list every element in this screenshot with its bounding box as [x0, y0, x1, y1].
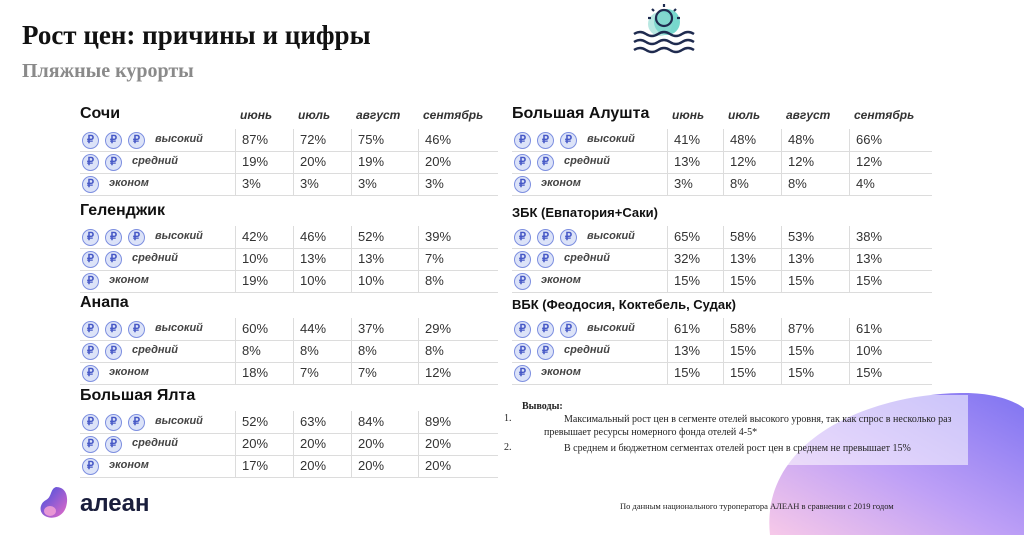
column-divider — [351, 318, 352, 340]
ruble-icon: ₽ — [82, 154, 99, 171]
month-header: июль — [728, 108, 761, 122]
percent-value: 58% — [730, 229, 757, 244]
ruble-icon: ₽ — [82, 414, 99, 431]
column-divider — [351, 226, 352, 248]
ruble-icon: ₽ — [82, 176, 99, 193]
left-resorts-table — [80, 105, 498, 478]
percent-value: 19% — [242, 154, 269, 169]
percent-value: 13% — [300, 251, 327, 266]
table-row — [512, 173, 932, 196]
ruble-icon: ₽ — [537, 154, 554, 171]
segment-label: высокий — [155, 415, 203, 427]
column-divider — [667, 362, 668, 384]
percent-value: 15% — [730, 365, 757, 380]
percent-value: 48% — [788, 132, 815, 147]
percent-value: 18% — [242, 365, 269, 380]
percent-value: 17% — [242, 458, 269, 473]
segment-label: высокий — [587, 322, 635, 334]
column-divider — [723, 226, 724, 248]
segment-label: средний — [132, 344, 178, 356]
table-row — [80, 270, 498, 293]
table-row — [512, 226, 932, 249]
percent-value: 3% — [358, 176, 377, 191]
percent-value: 13% — [674, 154, 701, 169]
segment-label: средний — [132, 155, 178, 167]
percent-value: 87% — [242, 132, 269, 147]
ruble-icon: ₽ — [514, 132, 531, 149]
ruble-icon: ₽ — [560, 321, 577, 338]
table-row — [80, 129, 498, 152]
ruble-icon: ₽ — [105, 436, 122, 453]
page-subtitle: Пляжные курорты — [22, 60, 194, 82]
column-divider — [418, 270, 419, 292]
column-divider — [293, 151, 294, 173]
column-divider — [235, 362, 236, 384]
column-divider — [849, 129, 850, 151]
brand-name: алеан — [80, 490, 150, 517]
column-divider — [849, 248, 850, 270]
column-divider — [781, 151, 782, 173]
column-divider — [723, 173, 724, 195]
column-divider — [293, 248, 294, 270]
column-divider — [667, 151, 668, 173]
percent-value: 42% — [242, 229, 269, 244]
column-divider — [418, 226, 419, 248]
resort-name: Геленджик — [80, 202, 166, 219]
table-row — [80, 226, 498, 249]
ruble-icon: ₽ — [105, 343, 122, 360]
ruble-icon: ₽ — [105, 414, 122, 431]
column-divider — [667, 226, 668, 248]
segment-label: эконом — [109, 177, 149, 189]
column-divider — [293, 411, 294, 433]
column-divider — [418, 173, 419, 195]
table-row — [80, 411, 498, 434]
percent-value: 8% — [425, 273, 444, 288]
ruble-icon: ₽ — [514, 273, 531, 290]
column-divider — [351, 362, 352, 384]
percent-value: 10% — [856, 343, 883, 358]
segment-label: эконом — [541, 177, 581, 189]
percent-value: 48% — [730, 132, 757, 147]
ruble-icon: ₽ — [105, 132, 122, 149]
column-divider — [667, 248, 668, 270]
column-divider — [849, 173, 850, 195]
table-row — [80, 455, 498, 478]
column-divider — [723, 362, 724, 384]
percent-value: 46% — [425, 132, 452, 147]
percent-value: 15% — [730, 343, 757, 358]
segment-label: высокий — [587, 230, 635, 242]
column-divider — [418, 362, 419, 384]
alean-logo-icon — [38, 485, 70, 521]
ruble-icon: ₽ — [560, 229, 577, 246]
percent-value: 15% — [856, 365, 883, 380]
percent-value: 13% — [730, 251, 757, 266]
percent-value: 8% — [730, 176, 749, 191]
percent-value: 7% — [300, 365, 319, 380]
column-divider — [293, 455, 294, 477]
column-divider — [849, 362, 850, 384]
ruble-icon: ₽ — [537, 229, 554, 246]
column-divider — [723, 129, 724, 151]
table-row — [80, 151, 498, 174]
percent-value: 20% — [425, 154, 452, 169]
column-divider — [351, 411, 352, 433]
resort-name: ЗБК (Евпатория+Саки) — [512, 205, 658, 220]
column-divider — [235, 455, 236, 477]
percent-value: 19% — [242, 273, 269, 288]
month-header: июнь — [240, 108, 273, 122]
column-divider — [293, 270, 294, 292]
ruble-icon: ₽ — [105, 321, 122, 338]
percent-value: 15% — [788, 273, 815, 288]
ruble-icon: ₽ — [514, 343, 531, 360]
segment-label: эконом — [541, 274, 581, 286]
column-divider — [235, 129, 236, 151]
percent-value: 61% — [856, 321, 883, 336]
conclusions-title: Выводы: — [522, 401, 563, 412]
column-divider — [781, 340, 782, 362]
conclusion-number: 2. — [504, 442, 512, 453]
column-divider — [667, 318, 668, 340]
resort-name: Анапа — [80, 294, 129, 311]
column-divider — [849, 270, 850, 292]
column-divider — [781, 318, 782, 340]
month-header: сентябрь — [423, 108, 484, 122]
month-header: июль — [298, 108, 331, 122]
percent-value: 84% — [358, 414, 385, 429]
percent-value: 13% — [788, 251, 815, 266]
ruble-icon: ₽ — [537, 132, 554, 149]
column-divider — [235, 340, 236, 362]
column-divider — [418, 340, 419, 362]
percent-value: 13% — [674, 343, 701, 358]
column-divider — [351, 433, 352, 455]
column-divider — [235, 433, 236, 455]
column-divider — [781, 362, 782, 384]
percent-value: 15% — [788, 343, 815, 358]
segment-label: средний — [564, 252, 610, 264]
percent-value: 13% — [856, 251, 883, 266]
ruble-icon: ₽ — [82, 132, 99, 149]
table-row — [512, 340, 932, 363]
ruble-icon: ₽ — [514, 321, 531, 338]
table-row — [512, 248, 932, 271]
segment-label: высокий — [155, 322, 203, 334]
column-divider — [667, 340, 668, 362]
column-divider — [293, 318, 294, 340]
percent-value: 15% — [674, 273, 701, 288]
column-divider — [293, 340, 294, 362]
sun-waves-icon — [626, 2, 702, 56]
column-divider — [723, 270, 724, 292]
page-title: Рост цен: причины и цифры — [22, 20, 371, 50]
percent-value: 3% — [300, 176, 319, 191]
column-divider — [418, 411, 419, 433]
ruble-icon: ₽ — [105, 154, 122, 171]
percent-value: 13% — [358, 251, 385, 266]
ruble-icon: ₽ — [105, 229, 122, 246]
percent-value: 10% — [300, 273, 327, 288]
percent-value: 20% — [358, 436, 385, 451]
percent-value: 89% — [425, 414, 452, 429]
segment-label: высокий — [155, 230, 203, 242]
percent-value: 52% — [242, 414, 269, 429]
month-header: сентябрь — [854, 108, 915, 122]
percent-value: 12% — [856, 154, 883, 169]
right-resorts-table — [512, 105, 932, 388]
column-divider — [723, 151, 724, 173]
percent-value: 3% — [674, 176, 693, 191]
column-divider — [667, 129, 668, 151]
ruble-icon: ₽ — [128, 229, 145, 246]
source-note: По данным национального туроператора АЛЕАН в сравнении с 2019 годом — [620, 501, 894, 511]
column-divider — [351, 340, 352, 362]
column-divider — [293, 433, 294, 455]
column-divider — [723, 248, 724, 270]
ruble-icon: ₽ — [514, 176, 531, 193]
column-divider — [235, 173, 236, 195]
percent-value: 8% — [425, 343, 444, 358]
column-divider — [781, 248, 782, 270]
percent-value: 12% — [425, 365, 452, 380]
column-divider — [418, 151, 419, 173]
percent-value: 41% — [674, 132, 701, 147]
column-divider — [293, 226, 294, 248]
segment-label: высокий — [587, 133, 635, 145]
percent-value: 4% — [856, 176, 875, 191]
column-divider — [293, 362, 294, 384]
column-divider — [781, 226, 782, 248]
percent-value: 39% — [425, 229, 452, 244]
column-divider — [418, 248, 419, 270]
conclusion-number: 1. — [504, 413, 512, 424]
segment-label: эконом — [109, 274, 149, 286]
resort-name: Большая Ялта — [80, 387, 196, 404]
column-divider — [849, 318, 850, 340]
percent-value: 7% — [425, 251, 444, 266]
conclusions-box — [504, 395, 968, 465]
percent-value: 8% — [242, 343, 261, 358]
percent-value: 15% — [674, 365, 701, 380]
percent-value: 20% — [242, 436, 269, 451]
conclusion-text: В среднем и бюджетном сегментах отелей рост цен в среднем не превышает 15% — [564, 443, 911, 454]
ruble-icon: ₽ — [82, 458, 99, 475]
percent-value: 66% — [856, 132, 883, 147]
column-divider — [849, 340, 850, 362]
segment-label: эконом — [541, 366, 581, 378]
column-divider — [235, 270, 236, 292]
column-divider — [781, 129, 782, 151]
percent-value: 15% — [856, 273, 883, 288]
table-row — [80, 340, 498, 363]
column-divider — [351, 248, 352, 270]
column-divider — [418, 455, 419, 477]
table-row — [80, 433, 498, 456]
column-divider — [351, 173, 352, 195]
column-divider — [351, 455, 352, 477]
ruble-icon: ₽ — [82, 343, 99, 360]
column-divider — [235, 151, 236, 173]
ruble-icon: ₽ — [537, 251, 554, 268]
conclusion-text: Максимальный рост цен в сегменте отелей высокого уровня, так как спрос в несколько раз превышает ресурсы номерного фонда отелей 4-5* — [544, 414, 952, 438]
column-divider — [667, 270, 668, 292]
month-header: август — [356, 108, 401, 122]
ruble-icon: ₽ — [560, 132, 577, 149]
percent-value: 61% — [674, 321, 701, 336]
percent-value: 8% — [300, 343, 319, 358]
percent-value: 8% — [358, 343, 377, 358]
percent-value: 53% — [788, 229, 815, 244]
column-divider — [849, 151, 850, 173]
resort-name: Большая Алушта — [512, 105, 650, 122]
column-divider — [667, 173, 668, 195]
table-row — [80, 173, 498, 196]
column-divider — [723, 318, 724, 340]
percent-value: 19% — [358, 154, 385, 169]
column-divider — [418, 433, 419, 455]
table-row — [512, 129, 932, 152]
percent-value: 12% — [788, 154, 815, 169]
ruble-icon: ₽ — [514, 154, 531, 171]
percent-value: 37% — [358, 321, 385, 336]
percent-value: 20% — [425, 436, 452, 451]
percent-value: 12% — [730, 154, 757, 169]
segment-label: эконом — [109, 459, 149, 471]
ruble-icon: ₽ — [105, 251, 122, 268]
column-divider — [418, 129, 419, 151]
percent-value: 15% — [788, 365, 815, 380]
percent-value: 46% — [300, 229, 327, 244]
percent-value: 20% — [300, 154, 327, 169]
segment-label: средний — [132, 437, 178, 449]
percent-value: 65% — [674, 229, 701, 244]
column-divider — [351, 151, 352, 173]
percent-value: 60% — [242, 321, 269, 336]
percent-value: 10% — [242, 251, 269, 266]
percent-value: 3% — [425, 176, 444, 191]
percent-value: 75% — [358, 132, 385, 147]
percent-value: 20% — [425, 458, 452, 473]
percent-value: 29% — [425, 321, 452, 336]
column-divider — [235, 226, 236, 248]
ruble-icon: ₽ — [514, 365, 531, 382]
ruble-icon: ₽ — [128, 321, 145, 338]
column-divider — [418, 318, 419, 340]
column-divider — [849, 226, 850, 248]
ruble-icon: ₽ — [514, 251, 531, 268]
percent-value: 87% — [788, 321, 815, 336]
segment-label: средний — [132, 252, 178, 264]
percent-value: 10% — [358, 273, 385, 288]
percent-value: 32% — [674, 251, 701, 266]
percent-value: 72% — [300, 132, 327, 147]
ruble-icon: ₽ — [82, 273, 99, 290]
percent-value: 63% — [300, 414, 327, 429]
ruble-icon: ₽ — [128, 132, 145, 149]
segment-label: высокий — [155, 133, 203, 145]
column-divider — [781, 173, 782, 195]
column-divider — [351, 270, 352, 292]
ruble-icon: ₽ — [82, 436, 99, 453]
ruble-icon: ₽ — [537, 321, 554, 338]
column-divider — [723, 340, 724, 362]
ruble-icon: ₽ — [82, 251, 99, 268]
percent-value: 20% — [300, 436, 327, 451]
resort-name: Сочи — [80, 105, 121, 122]
table-row — [512, 151, 932, 174]
ruble-icon: ₽ — [82, 365, 99, 382]
resort-name: ВБК (Феодосия, Коктебель, Судак) — [512, 297, 736, 312]
column-divider — [293, 129, 294, 151]
percent-value: 58% — [730, 321, 757, 336]
column-divider — [351, 129, 352, 151]
column-divider — [235, 248, 236, 270]
percent-value: 7% — [358, 365, 377, 380]
column-divider — [235, 318, 236, 340]
percent-value: 8% — [788, 176, 807, 191]
column-divider — [781, 270, 782, 292]
column-divider — [293, 173, 294, 195]
ruble-icon: ₽ — [537, 343, 554, 360]
ruble-icon: ₽ — [514, 229, 531, 246]
table-row — [80, 318, 498, 341]
segment-label: эконом — [109, 366, 149, 378]
percent-value: 20% — [300, 458, 327, 473]
segment-label: средний — [564, 155, 610, 167]
table-row — [80, 248, 498, 271]
percent-value: 3% — [242, 176, 261, 191]
column-divider — [235, 411, 236, 433]
ruble-icon: ₽ — [128, 414, 145, 431]
percent-value: 38% — [856, 229, 883, 244]
table-row — [512, 270, 932, 293]
table-row — [80, 362, 498, 385]
percent-value: 15% — [730, 273, 757, 288]
table-row — [512, 362, 932, 385]
ruble-icon: ₽ — [82, 321, 99, 338]
percent-value: 52% — [358, 229, 385, 244]
month-header: август — [786, 108, 831, 122]
ruble-icon: ₽ — [82, 229, 99, 246]
segment-label: средний — [564, 344, 610, 356]
month-header: июнь — [672, 108, 705, 122]
table-row — [512, 318, 932, 341]
percent-value: 44% — [300, 321, 327, 336]
percent-value: 20% — [358, 458, 385, 473]
